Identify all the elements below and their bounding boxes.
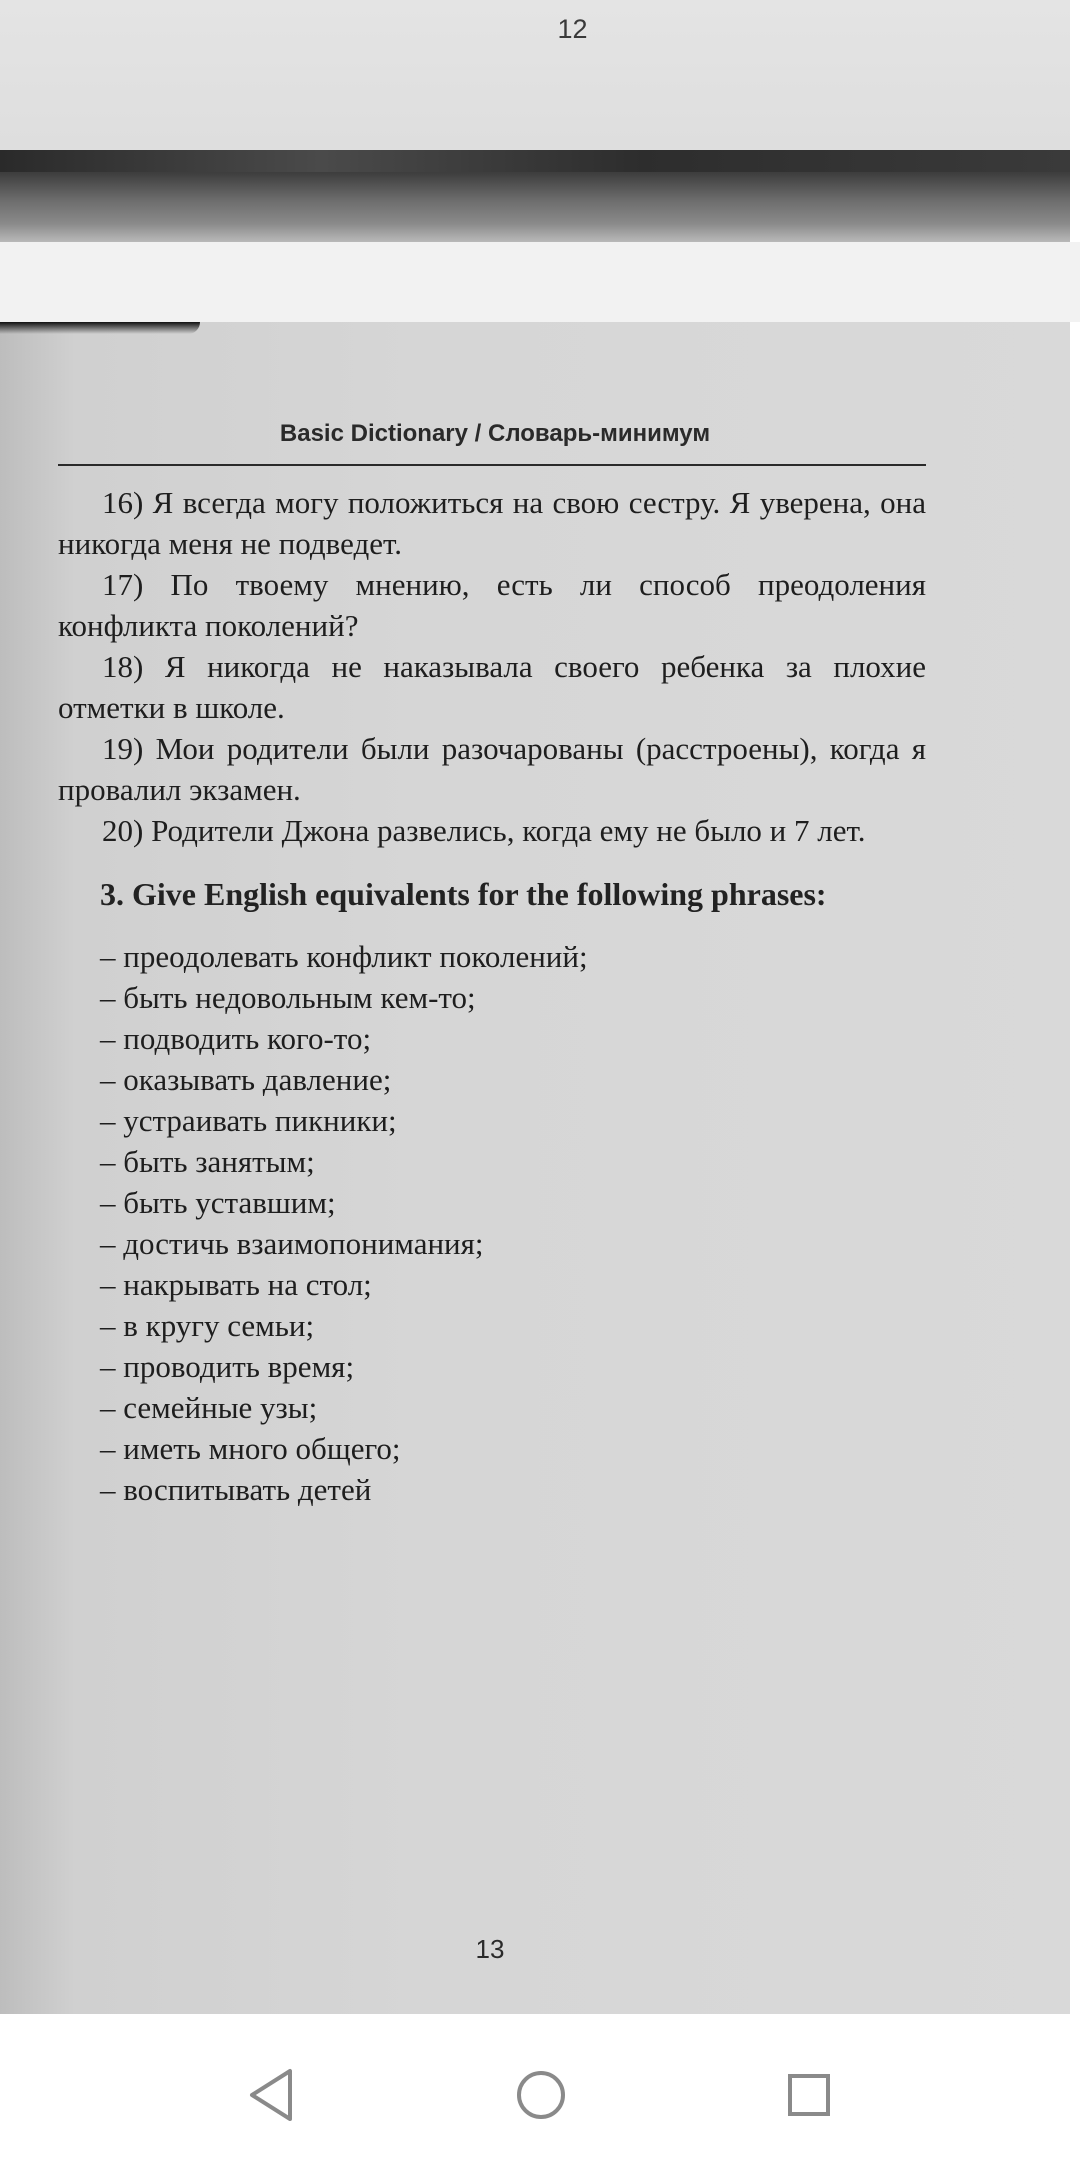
list-item: – достичь взаимопонимания;	[100, 1226, 484, 1261]
page-corner-shadow	[0, 322, 200, 334]
list-item: – семейные узы;	[100, 1390, 318, 1425]
list-item: – устраивать пикники;	[100, 1103, 397, 1138]
list-item: – быть недовольным кем-то;	[100, 980, 476, 1015]
page-number: 13	[475, 1934, 505, 1964]
square-recents-icon	[787, 2073, 831, 2117]
home-button[interactable]	[496, 2050, 586, 2140]
back-button[interactable]	[226, 2050, 316, 2140]
list-item: – воспитывать детей	[100, 1472, 372, 1507]
previous-page-number: 12	[557, 14, 588, 44]
document-page[interactable]	[0, 322, 1070, 2014]
header-rule	[58, 464, 926, 466]
sentence-16: 16) Я всегда могу положиться на свою сестру. Я уверена, она никогда меня не подведет.	[58, 485, 926, 561]
recents-button[interactable]	[764, 2050, 854, 2140]
list-item: – иметь много общего;	[100, 1431, 401, 1466]
circle-home-icon	[515, 2069, 567, 2121]
previous-page-fragment	[0, 0, 1070, 150]
exercise-title: 3. Give English equivalents for the following phrases:	[100, 876, 827, 912]
sentence-20: 20) Родители Джона развелись, когда ему не было и 7 лет.	[102, 813, 866, 848]
list-item: – проводить время;	[100, 1349, 355, 1384]
list-item: – в кругу семьи;	[100, 1308, 315, 1343]
list-item: – подводить кого-то;	[100, 1021, 372, 1056]
sentence-18: 18) Я никогда не наказывала своего ребенка за плохие отметки в школе.	[58, 649, 926, 725]
previous-page-bottom-edge	[0, 150, 1070, 242]
running-header: Basic Dictionary / Словарь-минимум	[279, 420, 711, 447]
sentence-17: 17) По твоему мнению, есть ли способ преодоления конфликта поколений?	[58, 567, 926, 643]
list-item: – оказывать давление;	[100, 1062, 392, 1097]
phrase-list	[100, 936, 920, 1510]
list-item: – накрывать на стол;	[100, 1267, 372, 1302]
sentence-19: 19) Мои родители были разочарованы (расстроены), когда я провалил экзамен.	[58, 731, 926, 807]
list-item: – преодолевать конфликт поколений;	[100, 939, 588, 974]
list-item: – быть уставшим;	[100, 1185, 336, 1220]
sentence-list	[58, 482, 926, 851]
page-gap	[0, 242, 1080, 322]
triangle-back-icon	[246, 2067, 296, 2123]
list-item: – быть занятым;	[100, 1144, 315, 1179]
navigation-bar	[0, 2014, 1080, 2160]
